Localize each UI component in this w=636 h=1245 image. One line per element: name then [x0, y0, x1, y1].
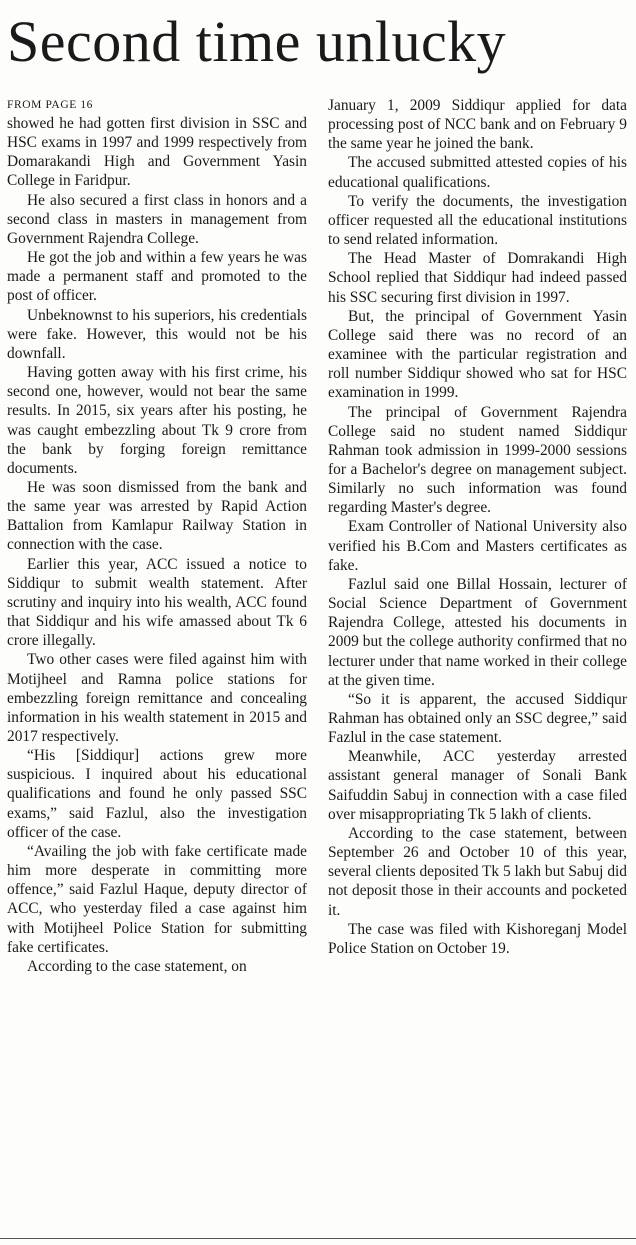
- headline: Second time unlucky: [7, 9, 507, 74]
- paragraph: The accused submitted attested copies of his educational qualifications.: [328, 154, 627, 191]
- paragraph: “Availing the job with fake certificate made him more desperate in committing more offence,” said Fazlul Haque, deputy director of ACC, who yesterday filed a case against him with Motijheel Police Station for submitting fake certificates.: [7, 842, 307, 956]
- jump-line: FROM PAGE 16: [7, 99, 94, 111]
- paragraph: To verify the documents, the investigation officer requested all the educational institutions to send related information.: [328, 192, 627, 249]
- paragraph: He was soon dismissed from the bank and the same year was arrested by Rapid Action Battalion from Kamlapur Railway Station in connection with the case.: [7, 478, 307, 554]
- paragraph: Having gotten away with his first crime, his second one, however, would not bear the same results. In 2015, six years after his posting, he was caught embezzling about Tk 9 crore from the bank by forging foreign remittance documents.: [7, 364, 307, 477]
- paragraph: “So it is apparent, the accused Siddiqur Rahman has obtained only an SSC degree,” said Fazlul in the case statement.: [328, 690, 627, 747]
- paragraph: “His [Siddiqur] actions grew more suspicious. I inquired about his educational qualifications and found he only passed SSC exams,” said Fazlul, also the investigation officer of the case.: [7, 747, 307, 841]
- paragraph: Earlier this year, ACC issued a notice to Siddiqur to submit wealth statement. After scrutiny and inquiry into his wealth, ACC found that Siddiqur and his wife amassed about Tk 6 crore illegally.: [7, 555, 307, 650]
- paragraph: But, the principal of Government Yasin College said there was no record of an examinee with the particular registration and roll number Siddiqur showed who sat for HSC examination in 1999.: [328, 307, 627, 402]
- paragraph: Exam Controller of National University also verified his B.Com and Masters certificates as fake.: [328, 518, 627, 574]
- paragraph: Meanwhile, ACC yesterday arrested assistant general manager of Sonali Bank Saifuddin Sabuj in connection with a case filed over misappropriating Tk 5 lakh of clients.: [328, 748, 627, 823]
- paragraph: The principal of Government Rajendra College said no student named Siddiqur Rahman took admission in 1999-2000 sessions for a Bachelor's degree on management subject. Similarly no such information was found regarding Master's degree.: [328, 403, 627, 517]
- paragraph: He also secured a first class in honors and a second class in masters in management from Government Rajendra College.: [7, 191, 307, 247]
- paragraph: Unbeknownst to his superiors, his credentials were fake. However, this would not be his downfall.: [7, 306, 307, 362]
- bottom-rule: [0, 1238, 636, 1239]
- paragraph: The case was filed with Kishoreganj Model Police Station on October 19.: [328, 920, 627, 957]
- left-column: [7, 96, 307, 976]
- paragraph: Two other cases were filed against him with Motijheel and Ramna police stations for embezzling foreign remittance and concealing information in his wealth statement in 2015 and 2017 respectively.: [7, 651, 307, 745]
- paragraph: showed he had gotten first division in SSC and HSC exams in 1997 and 1999 respectively from Domarakandi High and Government Yasin College in Faridpur.: [7, 115, 307, 190]
- paragraph: He got the job and within a few years he was made a permanent staff and promoted to the post of officer.: [7, 249, 307, 305]
- paragraph: According to the case statement, on: [27, 957, 247, 975]
- right-column: [328, 96, 627, 958]
- paragraph: January 1, 2009 Siddiqur applied for data processing post of NCC bank and on February 9 the same year he joined the bank.: [328, 97, 627, 153]
- paragraph: The Head Master of Domrakandi High School replied that Siddiqur had indeed passed his SSC securing first division in 1997.: [328, 250, 627, 306]
- paragraph: Fazlul said one Billal Hossain, lecturer of Social Science Department of Government Rajendra College, attested his documents in 2009 but the college authority confirmed that no lecturer under that name worked in their college at the given time.: [328, 575, 627, 689]
- paragraph: According to the case statement, between September 26 and October 10 of this year, several clients deposited Tk 5 lakh but Sabuj did not deposit those in their accounts and pocketed it.: [328, 824, 627, 919]
